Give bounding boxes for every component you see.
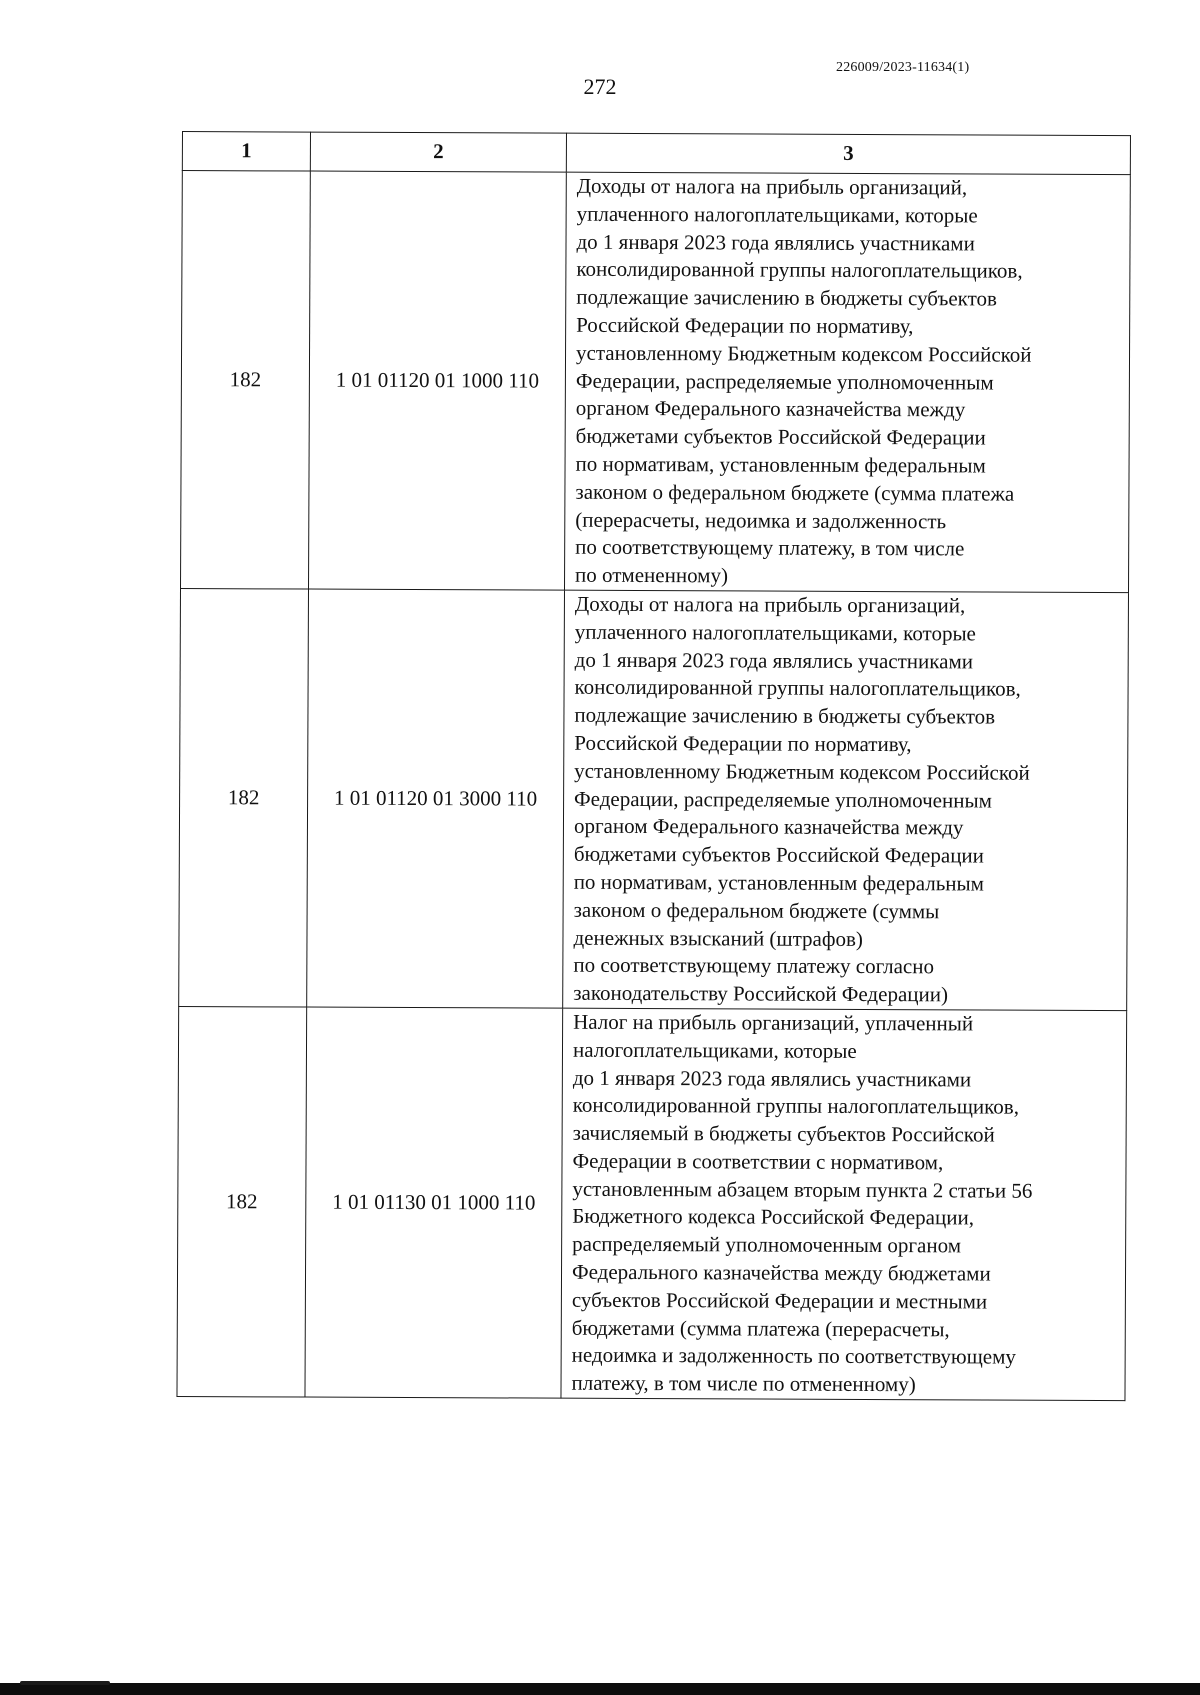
table-row [177, 1006, 1127, 1400]
column-header-3: 3 [566, 133, 1130, 174]
budget-classification-code-cell: 1 01 01120 01 3000 110 [307, 589, 565, 1008]
scan-bottom-edge [0, 1683, 1200, 1695]
budget-classification-code-cell: 1 01 01120 01 1000 110 [309, 171, 567, 590]
column-header-2: 2 [310, 132, 566, 172]
document-registration-number: 226009/2023-11634(1) [836, 60, 970, 75]
income-description-cell: Налог на прибыль организаций, уплаченный налогоплательщиками, которые до 1 января 2023 года являлись участниками консолидированной группы налогоплательщиков, зачисляемый в бюджеты субъектов Российской Федерации в соответствии с нормативом, установленным абзацем вторым пункта 2 статьи 56 Бюджетного кодекса Российской Федерации, распределяемый уполномоченным органом Федерального казначейства между бюджетами субъектов Российской Федерации и местными бюджетами (сумма платежа (перерасчеты, недоимка и задолженность по соответствующему платежу, в том числе по отмененному) [561, 1008, 1127, 1401]
income-description-cell: Доходы от налога на прибыль организаций, уплаченного налогоплательщиками, которые до 1 января 2023 года являлись участниками консолидированной группы налогоплательщиков, подлежащие зачислению в бюджеты субъектов Российской Федерации по нормативу, установленному Бюджетным кодексом Российской Федерации, распределяемые уполномоченным органом Федерального казначейства между бюджетами субъектов Российской Федерации по нормативам, установленным федеральным законом о федеральном бюджете (суммы денежных взысканий (штрафов) по соответствующему платежу согласно законодательству Российской Федерации) [563, 590, 1129, 1010]
administrator-code-cell: 182 [177, 1006, 307, 1397]
page-number: 272 [583, 74, 617, 99]
budget-classification-code-cell: 1 01 01130 01 1000 110 [305, 1007, 563, 1398]
column-header-1: 1 [182, 132, 310, 172]
budget-classification-table [176, 131, 1131, 1401]
administrator-code-cell: 182 [179, 588, 309, 1007]
document-sheet [176, 131, 1130, 1401]
table-row [179, 588, 1129, 1010]
table-header-row [182, 132, 1130, 175]
scan-edge-artifact [20, 1681, 110, 1685]
income-description-cell: Доходы от налога на прибыль организаций, уплаченного налогоплательщиками, которые до 1 января 2023 года являлись участниками консолидированной группы налогоплательщиков, подлежащие зачислению в бюджеты субъектов Российской Федерации по нормативу, установленному Бюджетным кодексом Российской Федерации, распределяемые уполномоченным органом Федерального казначейства между бюджетами субъектов Российской Федерации по нормативам, установленным федеральным законом о федеральном бюджете (сумма платежа (перерасчеты, недоимка и задолженность по соответствующему платежу, в том числе по отмененному) [565, 172, 1131, 592]
administrator-code-cell: 182 [181, 171, 311, 590]
table-row [181, 171, 1131, 593]
